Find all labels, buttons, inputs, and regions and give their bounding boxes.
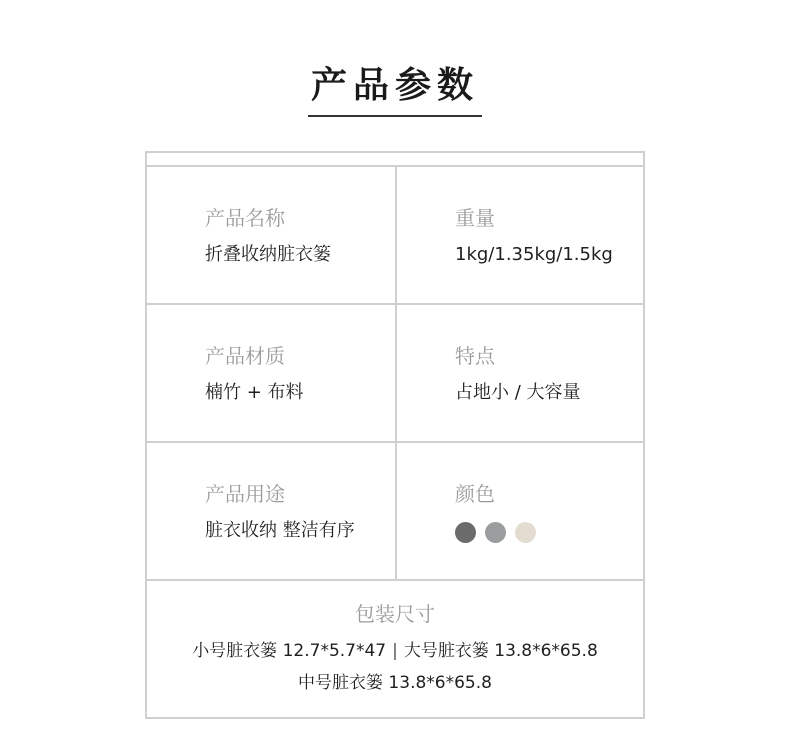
spec-cell-usage: [147, 443, 395, 579]
color-swatch: [485, 522, 506, 543]
spec-cell-name: [147, 167, 395, 303]
package-large: 大号脏衣篓 13.8*6*65.8: [403, 641, 598, 661]
spec-label: 产品名称: [205, 206, 285, 230]
color-swatches: [455, 522, 536, 543]
spec-value: 折叠收纳脏衣篓: [205, 244, 331, 265]
spec-cell-material: [147, 305, 395, 441]
package-separator: |: [392, 641, 398, 661]
spec-value: 楠竹 + 布料: [205, 382, 304, 403]
package-label: 包装尺寸: [355, 602, 435, 626]
spec-table: [145, 151, 645, 719]
package-line-1: [107, 639, 683, 663]
spec-label: 产品材质: [205, 344, 285, 368]
spec-value: 1kg/1.35kg/1.5kg: [455, 244, 613, 265]
package-medium: 中号脏衣篓 13.8*6*65.8: [298, 673, 492, 693]
spec-label: 产品用途: [205, 482, 285, 506]
package-small: 小号脏衣篓 12.7*5.7*47: [192, 641, 387, 661]
spec-value: 占地小 / 大容量: [455, 382, 581, 403]
page-title: 产品参数: [310, 65, 479, 106]
spec-label: 重量: [455, 206, 495, 230]
title-underline: [308, 115, 482, 117]
color-swatch: [515, 522, 536, 543]
spec-label: 颜色: [455, 482, 495, 506]
spec-value: 脏衣收纳 整洁有序: [205, 520, 355, 541]
spec-cell-weight: [397, 167, 643, 303]
spec-label: 特点: [455, 344, 495, 368]
package-size-section: [147, 581, 643, 717]
package-line-2: [107, 671, 683, 695]
spec-cell-feature: [397, 305, 643, 441]
color-swatch: [455, 522, 476, 543]
spec-cell-color: [397, 443, 643, 579]
